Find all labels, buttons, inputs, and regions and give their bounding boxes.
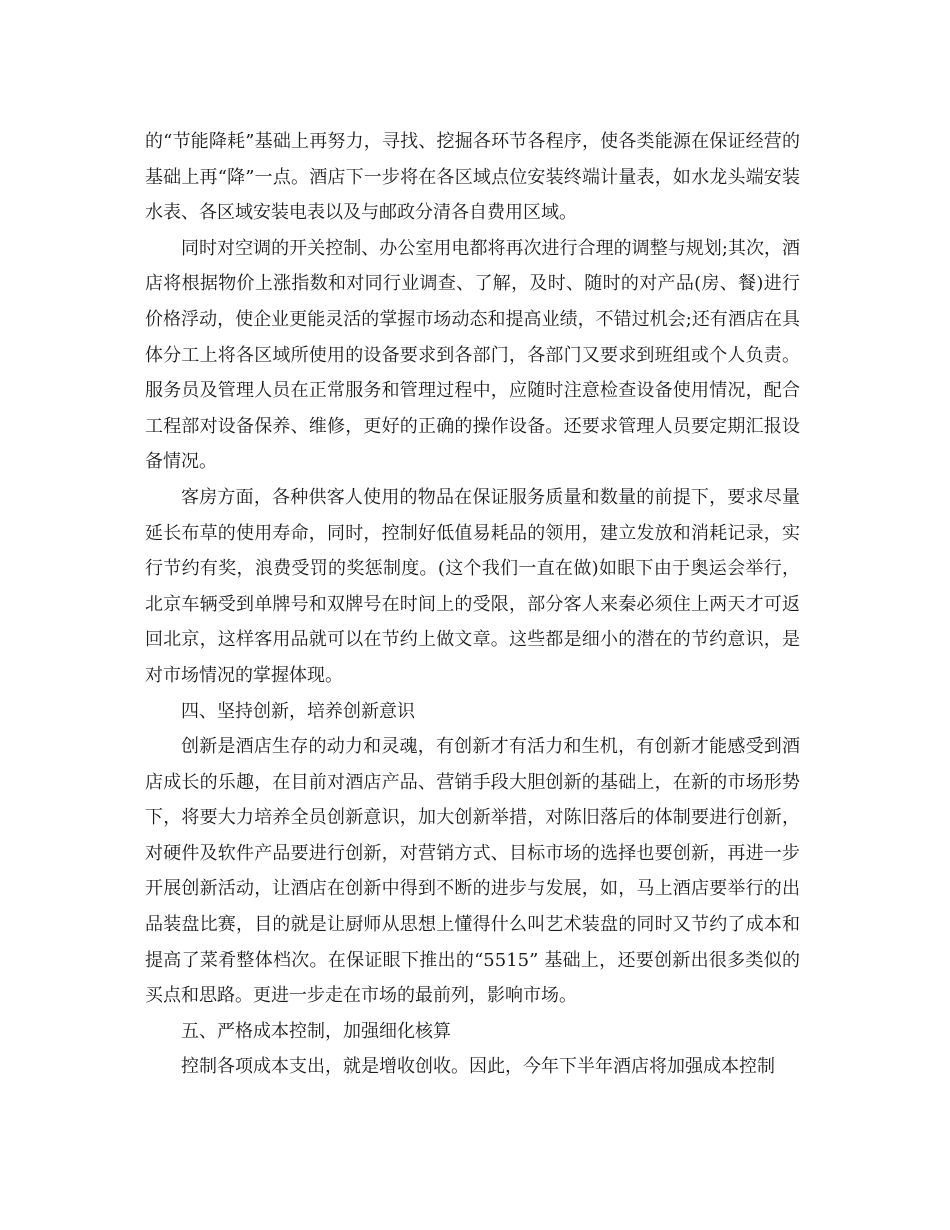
section-heading-innovation: 四、坚持创新，培养创新意识 — [181, 700, 415, 722]
paragraph-cost-control: 控制各项成本支出，就是增收创收。因此，今年下半年酒店将加强成本控制 — [181, 1056, 775, 1078]
paragraph-energy-saving-continued: 的“节能降耗”基础上再努力，寻找、挖掘各环节各程序，使各类能源在保证经营的基础上再“降”一点。酒店下一步将在各区域点位安装终端计量表，如水龙头端安装水表、各区域安装电表以及与邮政分清各自费用区域。 — [145, 131, 800, 224]
paragraph-housekeeping-savings: 客房方面，各种供客人使用的物品在保证服务质量和数量的前提下，要求尽量延长布草的使用寿命，同时，控制好低值易耗品的领用，建立发放和消耗记录，实行节约有奖，浪费受罚的奖惩制度。(这个我们一直在做)如眼下由于奥运会举行，北京车辆受到单牌号和双牌号在时间上的受限，部分客人来秦必须住上两天才可返回北京，这样客用品就可以在节约上做文章。这些都是细小的潜在的节约意识，是对市场情况的掌握体现。 — [145, 486, 800, 686]
paragraph-innovation: 创新是酒店生存的动力和灵魂，有创新才有活力和生机，有创新才能感受到酒店成长的乐趣，在目前对酒店产品、营销手段大胆创新的基础上，在新的市场形势下，将要大力培养全员创新意识，加大创新举措，对陈旧落后的体制要进行创新，对硬件及软件产品要进行创新，对营销方式、目标市场的选择也要创新，再进一步开展创新活动，让酒店在创新中得到不断的进步与发展，如，马上酒店要举行的出品装盘比赛，目的就是让厨师从思想上懂得什么叫艺术装盘的同时又节约了成本和提高了菜肴整体档次。在保证眼下推出的“5515” 基础上，还要创新出很多类似的买点和思路。更进一步走在市场的最前列，影响市场。 — [145, 736, 800, 1007]
document-body — [145, 124, 800, 1085]
section-heading-cost-control: 五、严格成本控制，加强细化核算 — [181, 1020, 451, 1042]
paragraph-equipment-control: 同时对空调的开关控制、办公室用电都将再次进行合理的调整与规划;其次，酒店将根据物价上涨指数和对同行业调查、了解，及时、随时的对产品(房、餐)进行价格浮动，使企业更能灵活的掌握市场动态和提高业绩，不错过机会;还有酒店在具体分工上将各区域所使用的设备要求到各部门，各部门又要求到班组或个人负责。服务员及管理人员在正常服务和管理过程中，应随时注意检查设备使用情况，配合工程部对设备保养、维修，更好的正确的操作设备。还要求管理人员要定期汇报设备情况。 — [145, 237, 800, 473]
